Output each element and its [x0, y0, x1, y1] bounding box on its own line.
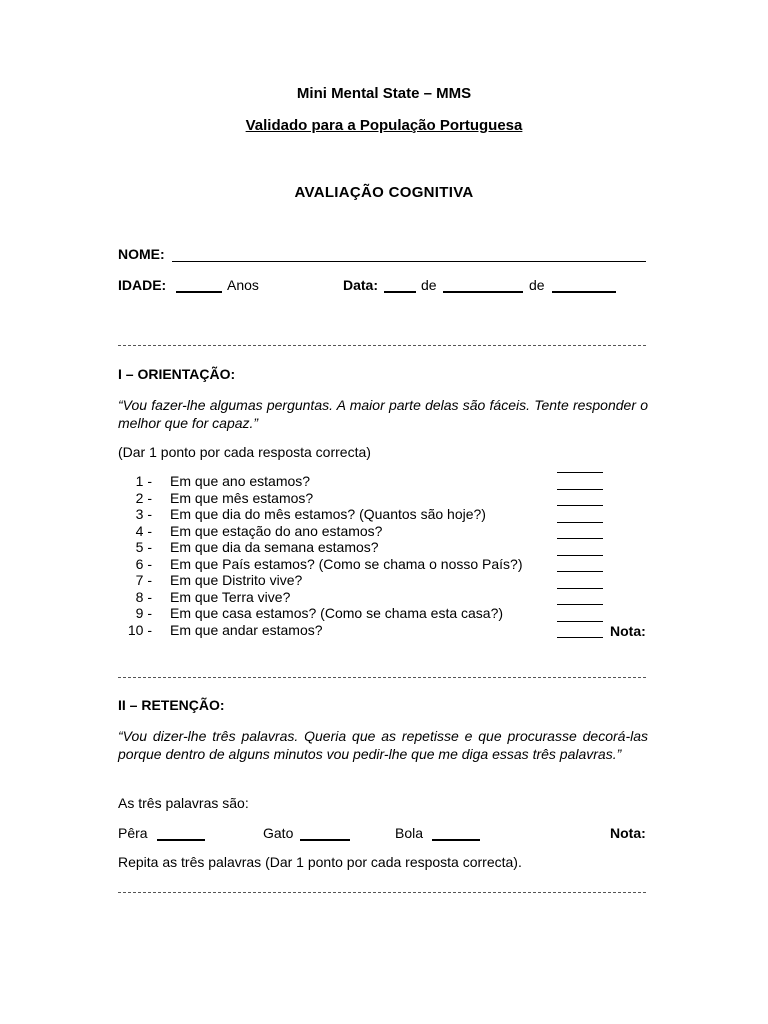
section-divider-1	[118, 345, 646, 346]
date-day-field-line[interactable]	[384, 291, 416, 293]
question-text: Em que ano estamos?	[170, 473, 311, 489]
document-title: Mini Mental State – MMS	[296, 85, 472, 102]
question-text: Em que casa estamos? (Como se chama esta casa?)	[170, 605, 504, 621]
question-answer-line[interactable]	[557, 604, 603, 605]
age-unit-label: Anos	[227, 277, 259, 293]
question-answer-line[interactable]	[557, 522, 603, 523]
age-label: IDADE:	[118, 277, 167, 293]
date-de-label-2: de	[529, 277, 545, 293]
retention-word-1: Pêra	[118, 825, 148, 841]
question-text: Em que mês estamos?	[170, 489, 314, 506]
question-number: 6 -	[135, 555, 152, 572]
retention-word-3-field-line[interactable]	[432, 839, 480, 841]
name-field-line[interactable]	[172, 261, 646, 262]
question-number: 10 -	[127, 621, 152, 638]
orientation-instruction: “Vou fazer-lhe algumas perguntas. A maior parte delas são fáceis. Tente responder o melhor que for capaz.”	[118, 397, 648, 431]
question-number: 2 -	[135, 489, 152, 506]
section-divider-3	[118, 892, 646, 893]
question-number: 5 -	[135, 539, 152, 555]
question-answer-line[interactable]	[557, 538, 603, 539]
section-heading-cognitive-assessment: AVALIAÇÃO COGNITIVA	[294, 184, 474, 201]
retention-section-title: II – RETENÇÃO:	[118, 697, 225, 713]
question-text: Em que estação do ano estamos?	[170, 522, 383, 539]
date-year-field-line[interactable]	[552, 291, 616, 293]
orientation-section-title: I – ORIENTAÇÃO:	[118, 366, 236, 382]
retention-instruction: “Vou dizer-lhe três palavras. Queria que as repetisse e que procurasse decorá-las porque dentro de alguns minutos vou pedir-lhe que me diga essas três palavras.”	[118, 728, 648, 762]
orientation-score-label: Nota:	[610, 623, 646, 639]
question-text: Em que dia do mês estamos? (Quantos são hoje?)	[170, 506, 486, 522]
question-answer-line[interactable]	[557, 571, 603, 572]
question-answer-line[interactable]	[557, 472, 603, 473]
question-text: Em que Distrito vive?	[170, 572, 303, 588]
retention-word-2: Gato	[263, 825, 294, 841]
orientation-scoring-note: (Dar 1 ponto por cada resposta correcta)	[118, 444, 371, 460]
question-text: Em que País estamos? (Como se chama o nosso País?)	[170, 555, 523, 572]
section-divider-2	[118, 677, 646, 678]
retention-score-label: Nota:	[610, 825, 646, 841]
date-label: Data:	[343, 277, 379, 293]
retention-words-intro: As três palavras são:	[118, 795, 249, 811]
document-subtitle	[0, 117, 768, 134]
question-number: 9 -	[135, 605, 152, 621]
retention-word-2-field-line[interactable]	[300, 839, 350, 841]
question-number: 3 -	[135, 506, 152, 522]
question-answer-line[interactable]	[557, 621, 603, 622]
date-de-label-1: de	[421, 277, 437, 293]
date-month-field-line[interactable]	[443, 291, 523, 293]
retention-repeat-instruction: Repita as três palavras (Dar 1 ponto por cada resposta correcta).	[118, 854, 522, 870]
question-number: 4 -	[135, 522, 152, 539]
question-text: Em que Terra vive?	[170, 588, 291, 605]
document-subtitle-text: Validado para a População Portuguesa	[245, 117, 523, 134]
retention-word-1-field-line[interactable]	[157, 839, 205, 841]
question-answer-line-last[interactable]	[557, 637, 603, 638]
question-number: 7 -	[135, 572, 152, 588]
question-number: 8 -	[135, 588, 152, 605]
question-text: Em que dia da semana estamos?	[170, 539, 379, 555]
question-answer-line[interactable]	[557, 555, 603, 556]
question-answer-line[interactable]	[557, 505, 603, 506]
retention-word-3: Bola	[395, 825, 424, 841]
name-label: NOME:	[118, 246, 165, 262]
question-text: Em que andar estamos?	[170, 621, 323, 638]
question-answer-line[interactable]	[557, 588, 603, 589]
question-number: 1 -	[135, 473, 152, 489]
question-answer-line[interactable]	[557, 489, 603, 490]
age-field-line[interactable]	[176, 291, 222, 293]
